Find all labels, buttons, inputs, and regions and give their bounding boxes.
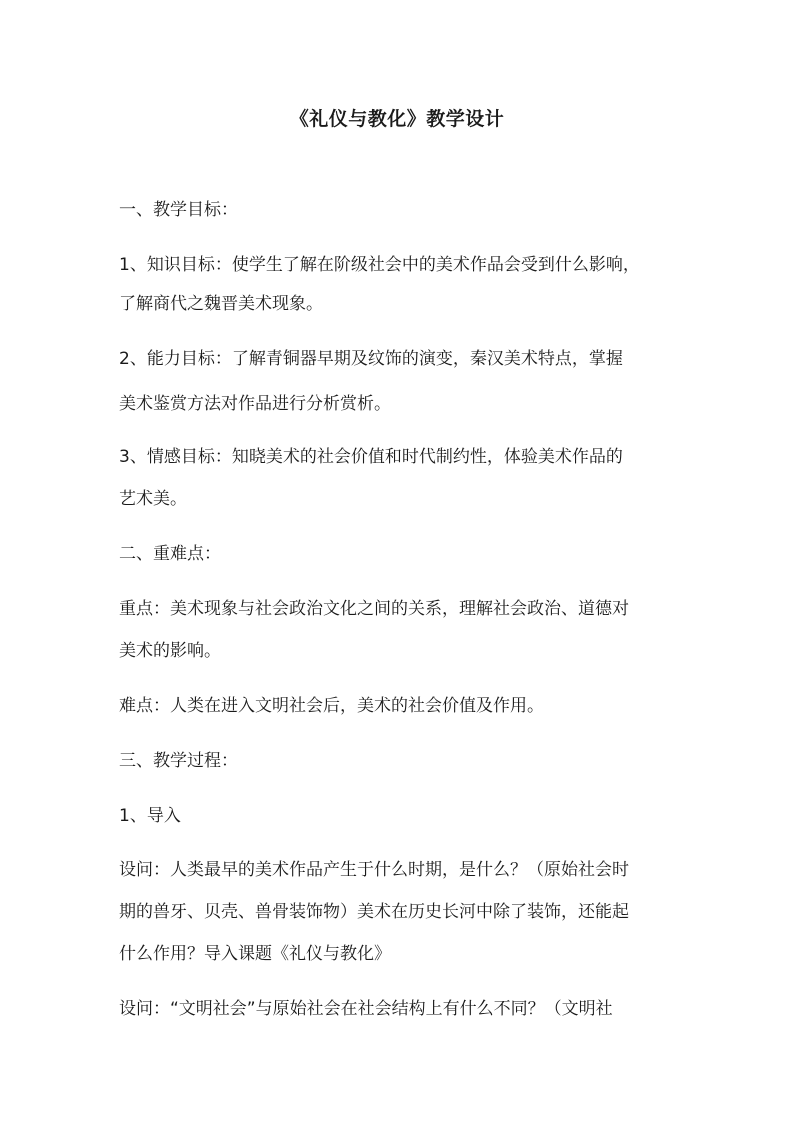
paragraph-line: 期的兽牙、贝壳、兽骨装饰物）美术在历史长河中除了装饰，还能起	[119, 902, 629, 922]
paragraph-line: 2、能力目标：了解青铜器早期及纹饰的演变，秦汉美术特点，掌握	[119, 349, 623, 369]
subsection-heading-intro: 1、导入	[119, 806, 181, 826]
section-heading-process: 三、教学过程：	[119, 751, 238, 771]
document-title: 《礼仪与教化》教学设计	[289, 108, 505, 130]
paragraph-line: 了解商代之魏晋美术现象。	[119, 294, 323, 314]
paragraph-line: 1、知识目标：使学生了解在阶级社会中的美术作品会受到什么影响，	[119, 255, 640, 275]
paragraph-line: 难点：人类在进入文明社会后，美术的社会价值及作用。	[119, 696, 544, 716]
paragraph-line: 美术鉴赏方法对作品进行分析赏析。	[119, 394, 391, 414]
paragraph-line: 重点：美术现象与社会政治文化之间的关系，理解社会政治、道德对	[119, 599, 629, 619]
section-heading-key-points: 二、重难点：	[119, 544, 221, 564]
paragraph-line: 3、情感目标：知晓美术的社会价值和时代制约性，体验美术作品的	[119, 447, 623, 467]
section-heading-objectives: 一、教学目标：	[119, 200, 238, 220]
paragraph-line: 美术的影响。	[119, 641, 221, 661]
paragraph-line: 设问：“文明社会”与原始社会在社会结构上有什么不同？（文明社	[119, 999, 613, 1019]
paragraph-line: 艺术美。	[119, 489, 187, 509]
paragraph-line: 设问：人类最早的美术作品产生于什么时期，是什么？（原始社会时	[119, 860, 629, 880]
paragraph-line: 什么作用？导入课题《礼仪与教化》	[119, 944, 391, 964]
